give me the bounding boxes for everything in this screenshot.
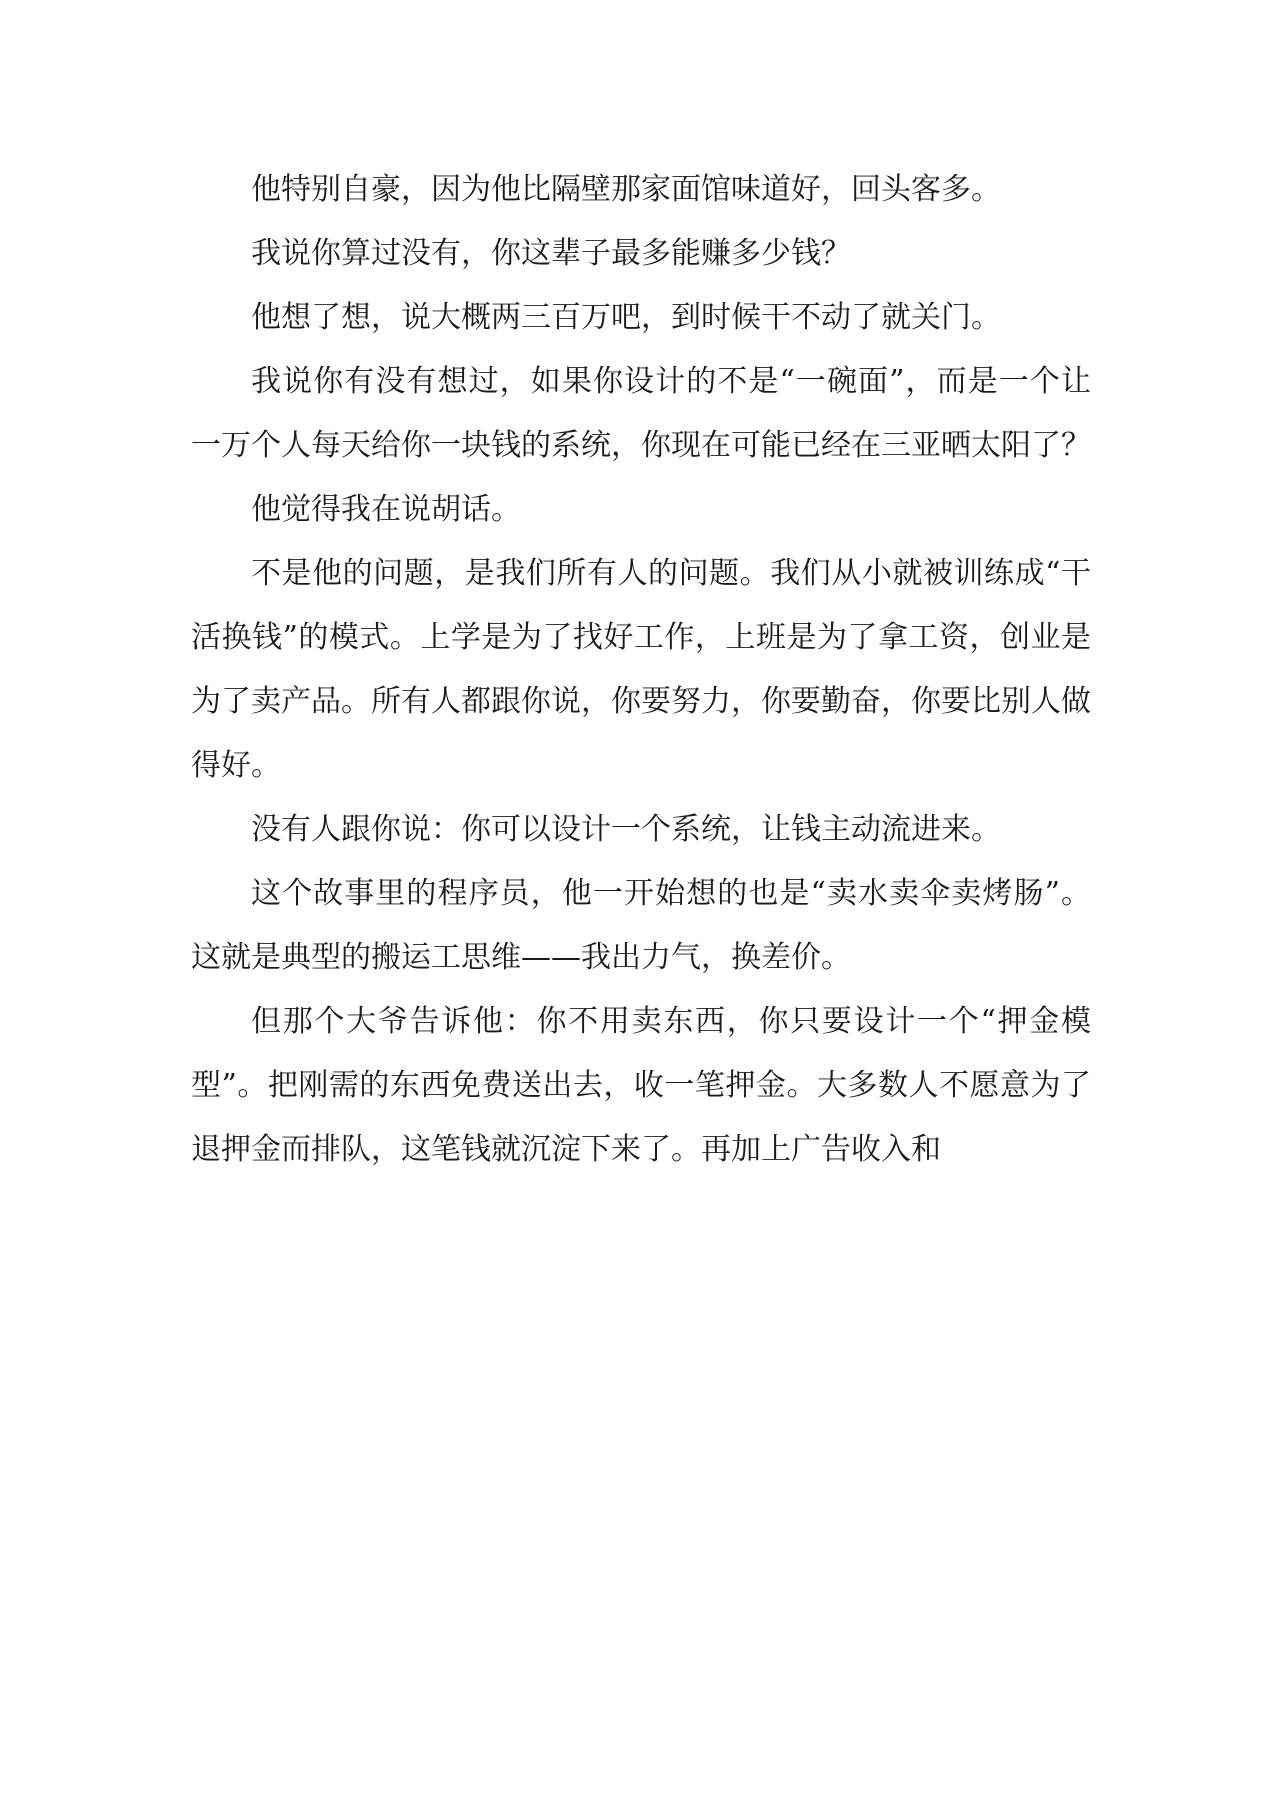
line-1: 他特别自豪，因为他比隔壁那家面馆味道好，回头客多。 xyxy=(251,172,1001,207)
line-13: 这个故事里的程序员，他一开始想的也是“卖水卖伞卖烤肠”。 xyxy=(251,876,1091,911)
line-16: 模型”。把刚需的东西免费送出去，收一笔押金。大多数人不愿 xyxy=(191,1004,1091,1103)
line-5: 个让一万个人每天给你一块钱的系统，你现在可能已经在三亚晒 xyxy=(191,364,1091,463)
line-11: 要比别人做得好。 xyxy=(191,684,1091,783)
line-6: 太阳了？ xyxy=(971,428,1091,463)
line-8: 不是他的问题，是我们所有人的问题。我们从小就被训练成 xyxy=(251,556,1046,591)
paragraph-5 xyxy=(191,478,1091,542)
paragraph-6 xyxy=(191,542,1091,798)
body-text xyxy=(191,158,1091,1182)
line-9: “干活换钱”的模式。上学是为了找好工作，上班是为了拿工资， xyxy=(191,556,1092,655)
line-2: 我说你算过没有，你这辈子最多能赚多少钱？ xyxy=(251,236,851,271)
paragraph-1 xyxy=(191,158,1091,222)
paragraph-3 xyxy=(191,286,1091,350)
paragraph-8 xyxy=(191,862,1091,990)
line-3: 他想了想，说大概两三百万吧，到时候干不动了就关门。 xyxy=(251,300,1001,335)
paragraph-2 xyxy=(191,222,1091,286)
line-17: 意为了退押金而排队，这笔钱就沉淀下来了。再加上广告收入和 xyxy=(191,1068,1091,1167)
line-14: 这就是典型的搬运工思维——我出力气，换差价。 xyxy=(191,940,851,975)
line-4: 我说你有没有想过，如果你设计的不是“一碗面”，而是一 xyxy=(251,364,1030,399)
line-7: 他觉得我在说胡话。 xyxy=(251,492,521,527)
paragraph-7 xyxy=(191,798,1091,862)
line-10: 创业是为了卖产品。所有人都跟你说，你要努力，你要勤奋，你 xyxy=(191,620,1091,719)
paragraph-4 xyxy=(191,350,1091,478)
line-15: 但那个大爷告诉他：你不用卖东西，你只要设计一个“押金 xyxy=(251,1004,1061,1039)
line-12: 没有人跟你说：你可以设计一个系统，让钱主动流进来。 xyxy=(251,812,1001,847)
paragraph-9 xyxy=(191,990,1091,1182)
